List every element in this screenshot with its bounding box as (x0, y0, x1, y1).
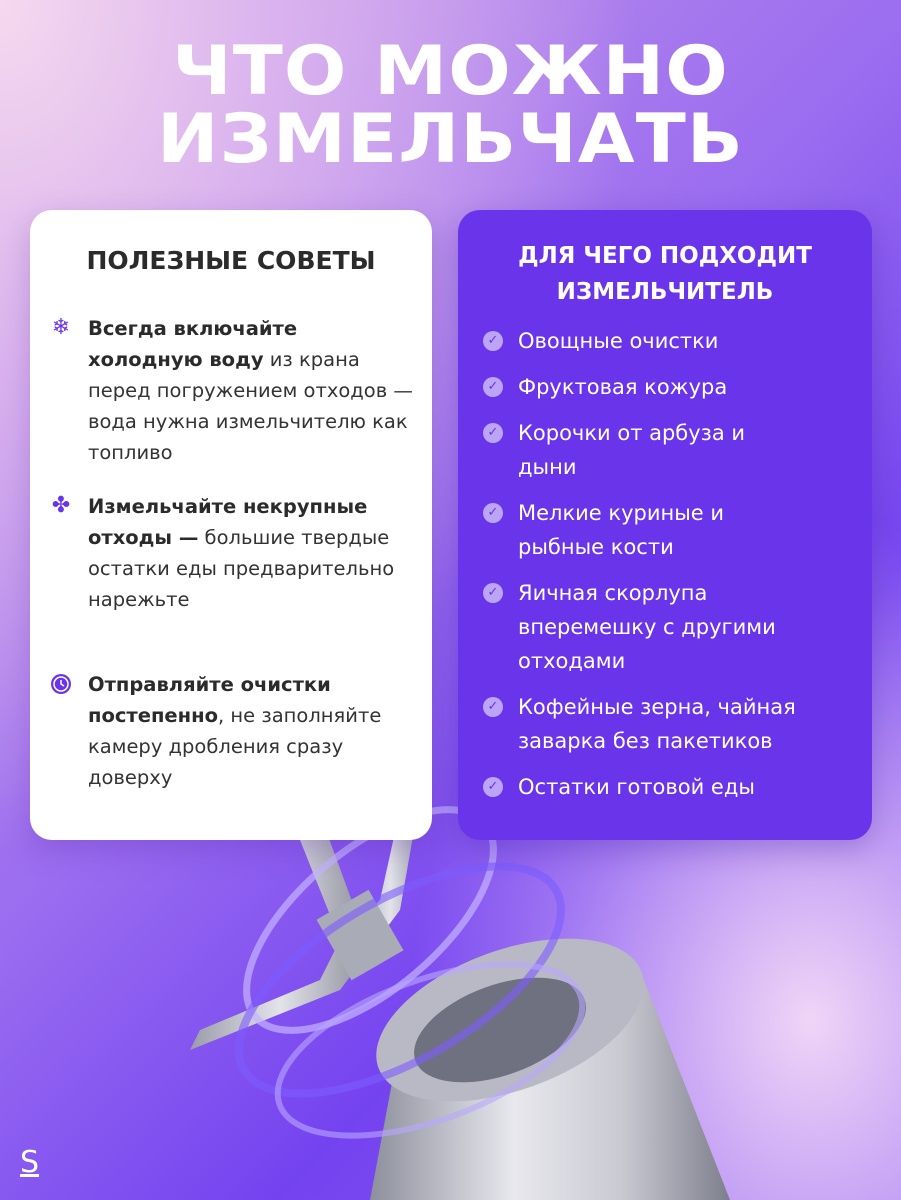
tip-item: Отправляйте очистки постепенно, не заполняйте камеру дробления сразу доверху (88, 669, 418, 793)
use-item: ✓ Остатки готовой еды (518, 770, 858, 804)
check-icon: ✓ (483, 423, 503, 443)
clock-icon (50, 673, 72, 695)
tip-item: ✤ Измельчайте некрупные отходы — большие твердые остатки еды предварительно нарежьте (51, 493, 395, 611)
tip-item: ❄ Всегда включайте холодную воду из крана перед погружением отходов — вода нужна измельчителю как топливо (51, 315, 413, 464)
check-icon: ✓ (483, 331, 503, 351)
check-icon: ✓ (483, 503, 503, 523)
check-icon: ✓ (483, 697, 503, 717)
use-item: ✓ Кофейные зерна, чайная заварка без пакетиков (518, 690, 858, 758)
check-icon: ✓ (483, 777, 503, 797)
use-item: ✓ Яичная скорлупа вперемешку с другими отходами (518, 576, 828, 678)
use-item: ✓ Мелкие куриные и рыбные кости (518, 496, 768, 564)
uses-card (458, 210, 872, 840)
tips-card (30, 210, 432, 840)
use-item: ✓ Корочки от арбуза и дыни (518, 416, 768, 484)
check-icon: ✓ (483, 583, 503, 603)
fan-icon: ✤ (51, 493, 71, 518)
uses-heading: ДЛЯ ЧЕГО ПОДХОДИТ ИЗМЕЛЬЧИТЕЛЬ (518, 243, 812, 305)
check-icon: ✓ (483, 377, 503, 397)
snowflake-icon: ❄ (51, 315, 71, 340)
tips-heading: ПОЛЕЗНЫЕ СОВЕТЫ (86, 246, 376, 275)
use-item: ✓ Фруктовая кожура (518, 370, 858, 404)
page-title: ЧТО МОЖНО ИЗМЕЛЬЧАТЬ (157, 32, 744, 179)
brand-logo: S (20, 1145, 40, 1180)
use-item: ✓ Овощные очистки (518, 324, 858, 358)
